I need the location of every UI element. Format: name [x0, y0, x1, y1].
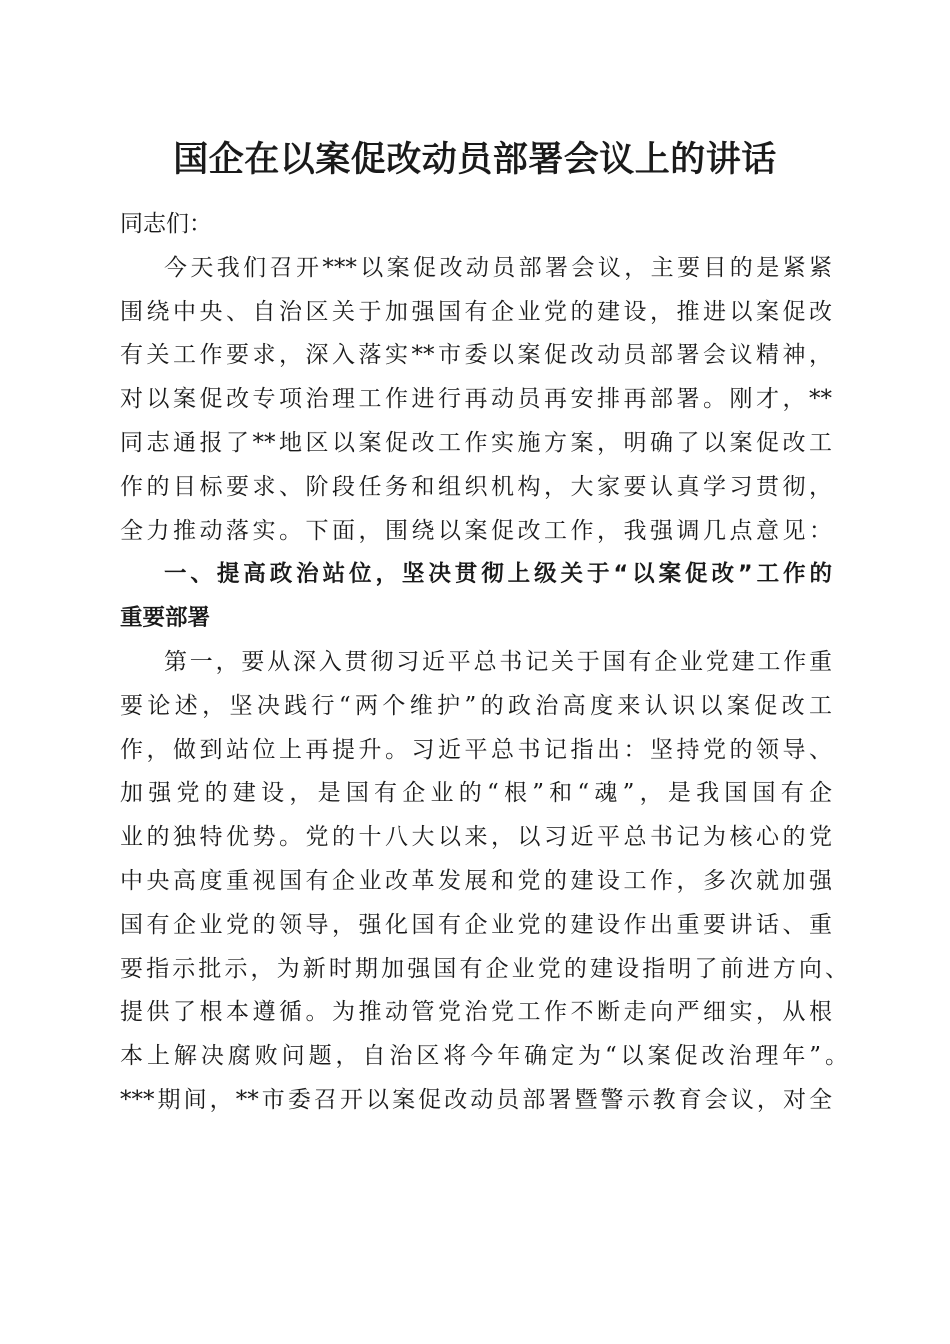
- paragraph-line: 同志通报了**地区以案促改工作实施方案，明确了以案促改工: [120, 429, 832, 456]
- salutation: 同志们：: [120, 211, 212, 237]
- paragraph-line: 作的目标要求、阶段任务和组织机构，大家要认真学习贯彻，: [120, 473, 832, 500]
- paragraph-line: 本上解决腐败问题，自治区将今年确定为“以案促改治理年”。: [120, 1043, 848, 1070]
- paragraph-line: 作，做到站位上再提升。习近平总书记指出：坚持党的领导、: [120, 736, 832, 763]
- paragraph-line: 要指示批示，为新时期加强国有企业党的建设指明了前进方向、: [120, 955, 848, 982]
- paragraph-line: 国有企业党的领导，强化国有企业党的建设作出重要讲话、重: [120, 911, 832, 938]
- paragraph-line: 提供了根本遵循。为推动管党治党工作不断走向严细实，从根: [120, 999, 832, 1026]
- paragraph-line: 围绕中央、自治区关于加强国有企业党的建设，推进以案促改: [120, 298, 832, 325]
- paragraph-line: 中央高度重视国有企业改革发展和党的建设工作，多次就加强: [120, 867, 832, 894]
- paragraph-line: 加强党的建设，是国有企业的“根”和“魂”，是我国国有企: [120, 780, 832, 807]
- section-heading-line: 一、提高政治站位，坚决贯彻上级关于“以案促改”工作的: [164, 561, 832, 588]
- paragraph-line: 要论述，坚决践行“两个维护”的政治高度来认识以案促改工: [120, 692, 832, 719]
- paragraph-line: 有关工作要求，深入落实**市委以案促改动员部署会议精神，: [120, 342, 832, 369]
- paragraph-line: ***期间，**市委召开以案促改动员部署暨警示教育会议，对全: [120, 1086, 832, 1113]
- paragraph-line: 第一，要从深入贯彻习近平总书记关于国有企业党建工作重: [164, 648, 832, 675]
- paragraph-line: 今天我们召开***以案促改动员部署会议，主要目的是紧紧: [164, 254, 832, 281]
- paragraph-line: 业的独特优势。党的十八大以来，以习近平总书记为核心的党: [120, 824, 832, 851]
- document-title: 国企在以案促改动员部署会议上的讲话: [173, 139, 777, 180]
- paragraph-line: 全力推动落实。下面，围绕以案促改工作，我强调几点意见：: [120, 517, 832, 544]
- paragraph-line: 对以案促改专项治理工作进行再动员再安排再部署。刚才，**: [120, 386, 832, 413]
- document-body: [120, 203, 848, 1123]
- section-heading-line: 重要部署: [120, 605, 211, 632]
